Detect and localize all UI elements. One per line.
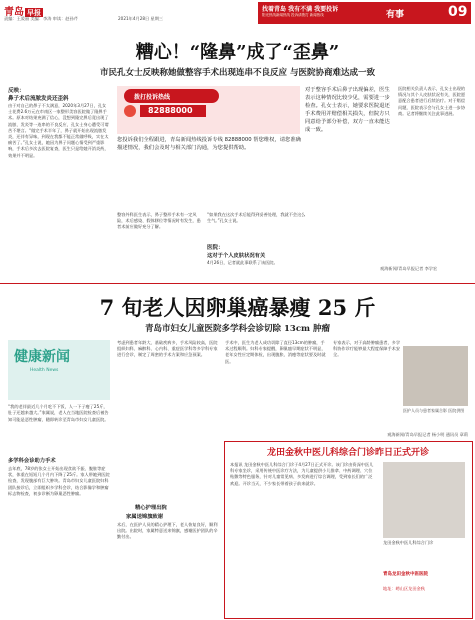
- story2-intro: “我的老伴最近几个月吃不下饭，人一下子瘦了25斤，肚子还越来越大。”家属说，老人在当地医院检查后被告知可能是恶性肿瘤，随即转诊至青岛市妇女儿童医院。: [8, 404, 109, 422]
- hospital-subtitle: 这对于个人皮肤状况有关: [207, 253, 266, 259]
- promo-number: 82888000: [148, 106, 193, 115]
- logo-tag: 早报: [27, 8, 41, 17]
- page-number: 09: [448, 4, 468, 20]
- story1-byline: 观海新闻/青岛早报记者 李学宏: [380, 266, 438, 271]
- story1-column-3b: 4月26日，记者就此事联系了该医院。: [207, 260, 278, 265]
- story1-column-4: 医院相关负责人表示，孔女士出现的情况与其个人皮肤状况有关，医院愿意配合患者进行后续治疗。对于赔偿问题，医院表示会与孔女士进一步协商。记者将继续关注此事进展。: [398, 86, 466, 116]
- story1-column-2: 整容外科医生表示，鼻子整形手术有一定风险，术后感染、假体移位等情况时有发生，患者术前应做好充分了解。: [117, 212, 201, 230]
- story2-column-2b: 术后，在医护人员的精心护理下，老人恢复良好，顺利出院。出院时，家属特意送来锦旗，感谢医护团队的辛勤付出。: [117, 522, 218, 540]
- story2-subtitle-b: 精心护理出院: [135, 505, 167, 511]
- story2-subtitle-a: 多学科会诊助力手术: [8, 458, 56, 464]
- story2-headline: 7 旬老人因卵巢癌暴瘦 25 斤: [99, 295, 376, 320]
- story2-subhead: 青岛市妇女儿童医院多学科会诊切除 13cm 肿瘤: [145, 324, 330, 334]
- ad-photo-caption: 龙田金秋中医儿科综合门诊: [383, 540, 434, 545]
- ad-body: 本报讯 龙田金秋中医儿科综合门诊于4月27日正式开诊。该门诊由资深中医儿科专家坐诊，采用传统中医诊疗方法，为儿童提供小儿推拿、中药调理、穴位贴敷等特色服务，针对儿童常见病、多发病进行综合调理，受到家长们的广泛欢迎。开诊当天，不少家长带着孩子前来就诊。: [230, 462, 374, 486]
- story1-column-3: “如果我在这次手术后能得到妥善处理，我就不会这么生气。”孔女士说。: [207, 212, 306, 224]
- ad-photo: [383, 462, 465, 538]
- editor-credits: 责编：王爱丽 美编：李涛 审读：赵孙芹: [4, 16, 78, 21]
- logo-text: 青岛: [4, 7, 24, 18]
- complaint-subtitle: 鼻子术后流脓发炎还歪斜: [8, 96, 69, 102]
- ad-address: 地址：崂山区龙田金秋: [383, 586, 425, 591]
- story2-column-3: 手术中，医生为老人成功切除了直径13cm的肿瘤，手术过程顺利。妇科专家提醒，卵巢癌早期症状不明显，老年女性应定期体检，出现腹胀、消瘦等症状要及时就医。: [225, 340, 326, 364]
- story2-photo-caption: 医护人员与患者家属合影 医院供图: [403, 408, 465, 413]
- issue-date: 2021年4月28日 星期三: [118, 16, 164, 21]
- ad-title: 龙田金秋中医儿科综合门诊昨日正式开诊: [266, 448, 429, 458]
- story1-subhead: 市民孔女士反映称她做整容手术出现连串不良反应 与医院协商难达成一致: [100, 68, 375, 78]
- story2-subtitle-b2: 家属送锦旗致谢: [126, 514, 164, 520]
- complaint-label: 反映：: [8, 88, 25, 94]
- story2-column-4: 专家表示，对于高龄肿瘤患者，多学科协作诊疗能够最大程度保障手术安全。: [333, 340, 401, 358]
- story1-headline: 糟心！“隆鼻”成了“歪鼻”: [135, 42, 340, 63]
- section-label: 有事: [386, 10, 405, 20]
- promo-badge-text: 拨打投诉热线: [134, 94, 171, 101]
- health-news-title: 健康新闻: [14, 349, 70, 365]
- hospital-label: 医院：: [207, 245, 224, 251]
- story1-intro: 您投诉我们全程跟进，青岛新闻热线投诉专线 82888000 帮您维权，请您准确描述情况，我们会及时与相关部门沟通，为您提供帮助。: [117, 137, 301, 151]
- phone-icon: [124, 105, 136, 117]
- section-divider: [0, 283, 475, 284]
- hotline-title: 找着青岛 我有不满 我要投诉: [262, 6, 339, 13]
- story2-byline: 观海新闻/青岛早报记者 杨小明 通讯员 章莉: [387, 432, 468, 437]
- story1-intro-continued: 对于整容手术后鼻子出现偏差，医生表示这种情况比较少见，需要进一步检查。孔女士表示，她要求医院退还手术费用并赔偿相关损失，但院方只同意给予部分补偿，双方一直未能达成一致。: [305, 87, 390, 133]
- health-news-english: Health News: [30, 368, 59, 373]
- hotline-subtitle: 阳光热线新闻热线 投诉请拨打 新闻热线: [262, 13, 324, 17]
- story1-column-1: 由于对自己的鼻子不太满意，2020年3月27日，孔女士花费2.6万元在市南区一家整形美容医院做了隆鼻手术。原本对结果充满了信心，没想到隆完鼻后竟出现了流脓、发炎等一连串的不良反应，孔女士身心遭受可谓苦不堪言。“做完手术半年了，鼻子就开始出现流脓发炎，还伴有异味，到现在我都不能正常做呼吸，实在太痛苦了。”孔女士说，她因为鼻子问题心情受到严重影响，手术后多次去医院复查，医生只是给她开消炎药，效果并不明显。: [8, 103, 109, 158]
- story2-photo: [403, 346, 468, 406]
- story2-column-1: 去年底，78岁的张女士开始出现食欲不振、腹胀等症状，体重在短短几个月内下降了25斤。家人带她到医院检查，发现腹部有巨大肿块。青岛市妇女儿童医院妇科团队接诊后，立即组织多学科会诊，结合影像学和肿瘤标志物检查，初步诊断为卵巢恶性肿瘤。: [8, 466, 110, 496]
- ad-hospital-name: 青岛龙田金秋中医医院: [383, 572, 428, 577]
- story2-column-2: 考虑到患者年龄大、基础疾病多，手术风险较高，医院组织妇科、麻醉科、心内科、重症医学科等多学科专家进行会诊，制定了周密的手术方案和应急预案。: [117, 340, 218, 358]
